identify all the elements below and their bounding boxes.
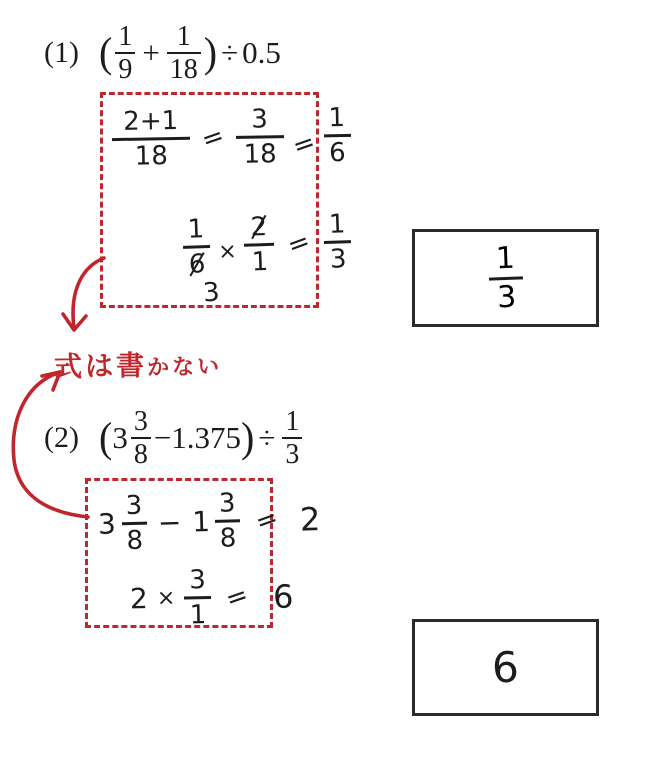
open-paren: ( (98, 28, 113, 77)
equals-sign: = (283, 225, 315, 262)
hw-fraction (235, 105, 284, 169)
divide-sign: ÷ (221, 35, 239, 70)
equals-sign: = (251, 502, 283, 538)
hw-fraction (111, 107, 190, 171)
hw-fraction (243, 213, 275, 277)
answer-box-2 (412, 619, 599, 716)
fraction-bar (324, 240, 351, 244)
fraction-denominator: 3 (496, 279, 517, 315)
work2-line2 (129, 565, 293, 631)
whole-number: 1 (191, 504, 211, 539)
fraction-bar (183, 245, 210, 249)
line-result: 2 (299, 499, 321, 539)
line-result: 6 (272, 577, 294, 616)
fraction-bar (122, 522, 147, 526)
decimal-value: 1.375 (171, 420, 242, 455)
note-text-large: 式は書 (53, 348, 148, 384)
fraction-denominator: 18 (169, 54, 198, 85)
fraction-bar (215, 519, 240, 523)
hw-result-fraction (323, 210, 352, 274)
printed-fraction-3-8 (131, 407, 151, 470)
fraction-bar (244, 243, 274, 247)
fraction-denominator: 18 (243, 139, 277, 170)
printed-fraction-1-9 (115, 22, 135, 85)
printed-fraction-1-18 (167, 22, 201, 85)
equals-sign: = (197, 120, 229, 156)
minus-sign: − (157, 505, 182, 540)
fraction-numerator: 1 (328, 103, 346, 134)
whole-number: 3 (112, 420, 128, 455)
cancel-replacement-value: 3 (201, 277, 221, 309)
fraction-numerator: 1 (328, 209, 346, 240)
work1-line2 (182, 210, 352, 279)
problem-2 (44, 406, 305, 470)
hw-fraction (121, 492, 148, 556)
fraction-numerator: 1 (118, 20, 133, 52)
fraction-numerator: 1 (494, 240, 515, 276)
fraction-numerator: 3 (218, 488, 236, 519)
fraction-numerator-cancelled: 2 (250, 211, 268, 243)
equals-sign: = (288, 126, 320, 162)
fraction-denominator: 9 (118, 54, 133, 85)
problem-2-number: (2) (44, 421, 79, 454)
fraction-numerator: 1 (285, 405, 300, 437)
close-paren: ) (203, 28, 218, 77)
fraction-bar (324, 134, 351, 137)
hw-result-fraction (323, 104, 351, 167)
minus-sign: − (153, 420, 172, 455)
fraction-denominator: 3 (329, 244, 348, 275)
fraction-denominator: 1 (189, 600, 207, 631)
multiply-sign: × (217, 239, 238, 265)
answer-fraction (487, 242, 523, 314)
fraction-denominator: 3 (285, 439, 300, 470)
fraction-numerator: 3 (188, 565, 206, 596)
equals-sign: = (221, 579, 253, 615)
fraction-numerator: 3 (125, 490, 143, 522)
note-text-small: かない (146, 354, 223, 381)
whole-number: 3 (97, 507, 117, 541)
printed-fraction-1-3 (282, 407, 302, 470)
fraction-bar (184, 596, 211, 599)
close-paren: ) (241, 413, 255, 462)
divisor-value: 0.5 (242, 35, 281, 70)
hw-fraction (214, 489, 241, 553)
fraction-numerator: 3 (133, 405, 148, 437)
factor-value: 2 (129, 582, 149, 616)
fraction-numerator: 2+1 (123, 105, 179, 137)
problem-1 (44, 22, 281, 84)
multiply-sign: × (156, 585, 176, 611)
work2-line1 (97, 487, 321, 556)
fraction-denominator: 18 (134, 141, 169, 172)
fraction-denominator: 1 (251, 246, 269, 278)
work1-line1 (111, 104, 351, 171)
fraction-numerator: 1 (187, 214, 205, 245)
fraction-numerator: 1 (176, 20, 191, 52)
divide-sign: ÷ (258, 420, 276, 455)
down-arrow-icon (58, 252, 116, 346)
answer-box-1 (412, 229, 599, 327)
hw-fraction (182, 215, 211, 279)
problem-1-number: (1) (44, 36, 79, 69)
answer-value: 6 (490, 642, 521, 693)
fraction-denominator: 8 (219, 523, 237, 554)
fraction-denominator: 8 (126, 525, 144, 557)
fraction-numerator: 3 (250, 104, 269, 135)
fraction-denominator: 8 (133, 439, 148, 470)
fraction-denominator-cancelled: 6 (188, 249, 206, 280)
hw-fraction (184, 566, 212, 629)
fraction-bar (236, 135, 284, 139)
plus-sign: + (142, 35, 160, 70)
fraction-denominator: 6 (328, 138, 346, 169)
open-paren: ( (98, 413, 113, 462)
